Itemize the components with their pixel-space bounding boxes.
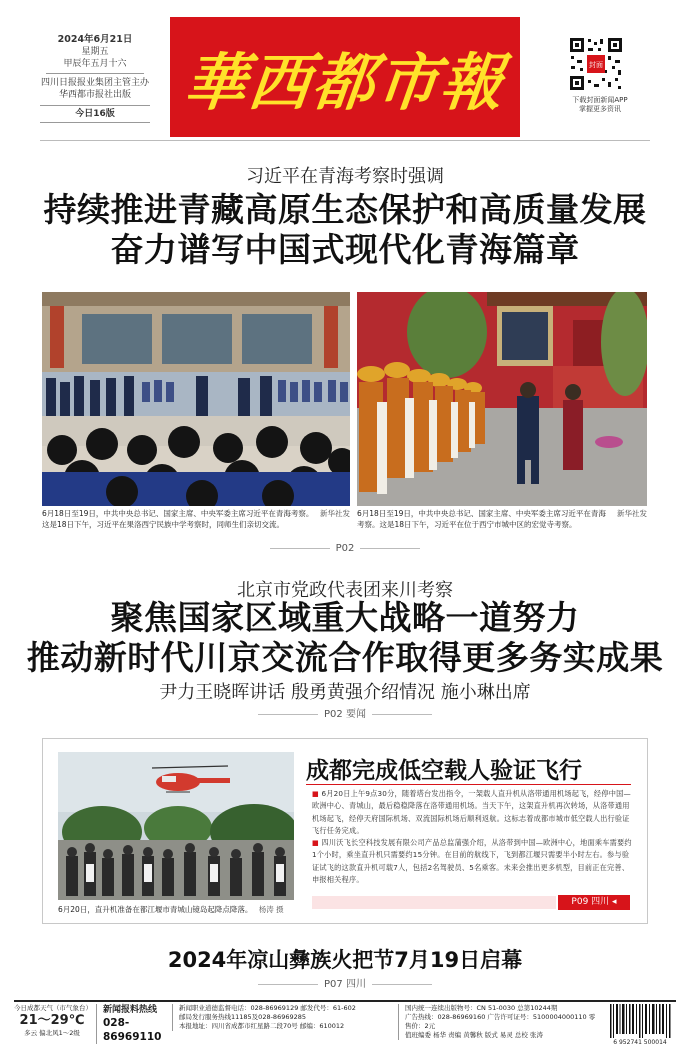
- edition-count: 今日16版: [40, 105, 150, 123]
- masthead-divider: [40, 140, 650, 141]
- story2-kicker: 北京市党政代表团来川考察: [237, 580, 453, 601]
- headline-underline: [306, 784, 631, 785]
- page-tag-text: P09 四川: [571, 897, 610, 907]
- weather-box: [14, 1004, 90, 1038]
- photo-caption: [42, 508, 350, 530]
- page-reference[interactable]: [0, 975, 690, 990]
- qr-code-icon[interactable]: [568, 36, 624, 92]
- issue-lunar-date: 甲辰年五月十六: [63, 59, 127, 69]
- headline-line: 推动新时代川京交流合作取得更多务实成果: [26, 638, 664, 677]
- issue-date: 2024年6月21日: [57, 34, 133, 45]
- newspaper-logo[interactable]: [170, 17, 520, 137]
- story3-body: [312, 788, 632, 886]
- photo-caption: [357, 508, 647, 530]
- weather-description: 多云 偏北风1～2级: [24, 1029, 80, 1037]
- story4-headline[interactable]: 2024年凉山彝族火把节7月19日启幕: [167, 948, 523, 972]
- publisher-line: 华西都市报社出版: [58, 90, 131, 100]
- bullet-icon: ■: [312, 838, 319, 848]
- story3-headline[interactable]: 成都完成低空载人验证飞行: [306, 758, 582, 784]
- hotline-number[interactable]: 028-86969110: [103, 1017, 162, 1043]
- story3-page-tag[interactable]: [558, 895, 630, 910]
- caption-text: 6月18日至19日，中共中央总书记、国家主席、中央军委主席习近平在青海考察。这是18日下午，习近平在果洛西宁民族中学考察时，同师生们亲切交流。: [42, 509, 314, 529]
- bullet-icon: ■: [312, 789, 319, 798]
- qr-caption-line: 下载封面新闻APP: [572, 96, 628, 104]
- hotline-label: 新闻报料热线: [103, 1005, 158, 1015]
- qr-caption: [555, 96, 645, 114]
- qr-badge-text: 封面: [589, 61, 603, 69]
- divider: [46, 73, 144, 74]
- weather-temperature: 21～29℃: [19, 1013, 85, 1028]
- temple-visit-photo[interactable]: [357, 292, 647, 506]
- logo-text: 華西都市報: [180, 45, 509, 119]
- publisher-line: 四川日报报业集团主管主办: [40, 78, 149, 88]
- news-hotline: [96, 1004, 162, 1044]
- photo-credit: 杨涛 摄: [258, 905, 284, 914]
- publication-info: [172, 1004, 392, 1031]
- publication-info: [398, 1004, 598, 1040]
- info-line: 广告热线：028-86969160 广告许可证号：5100004000110 零售价：2元: [405, 1013, 596, 1030]
- issue-info: [40, 34, 150, 123]
- page-reference-text: P02: [335, 543, 355, 554]
- body-paragraph: [312, 788, 632, 837]
- barcode-number: 6 952741 500014: [613, 1039, 667, 1046]
- page-reference-text: P07 四川: [324, 979, 366, 990]
- helicopter-photo[interactable]: [58, 752, 294, 900]
- headline-line: 聚焦国家区域重大战略一道努力: [110, 598, 580, 637]
- info-line: 新闻职业道德监督电话：028-86969129 邮发代号：61-602: [179, 1004, 356, 1012]
- info-line: 本报地址：四川省成都市红星路二段70号 邮编：610012: [179, 1022, 345, 1030]
- page-reference[interactable]: [0, 705, 690, 720]
- headline-line: 持续推进青藏高原生态保护和高质量发展: [43, 190, 647, 229]
- caption-text: 6月20日，直升机准备在都江堰市青城山镜岛起降点降落。: [58, 905, 253, 914]
- body-paragraph: [312, 837, 632, 886]
- footer: [14, 1000, 676, 1046]
- photo-credit: 新华社发: [617, 509, 647, 518]
- paragraph-text: 6月20日上午9点30分，随着塔台发出指令，一架载人直升机从洛带通用机场起飞，经停中国—欧洲中心、青城山，最后稳稳降落在洛带通用机场。当天下午，这架直升机再次转场，从洛带通用机场起飞，经停天府国际机场、双流国际机场后顺利返航。这标志着成都市城市低空载人出行验证飞行任务完成。: [312, 789, 631, 835]
- masthead: [0, 0, 690, 142]
- info-line: 邮局发行服务热线11185及028-86969285: [179, 1013, 307, 1021]
- story1-kicker: 习近平在青海考察时强调: [246, 166, 444, 187]
- info-line: 值班编委 杨华 责编 黄馨秋 版式 易灵 总校 张涛: [405, 1031, 543, 1039]
- arrow-left-icon: ◂: [612, 897, 617, 907]
- photo-caption: [58, 904, 298, 915]
- story2-headline[interactable]: [0, 598, 690, 678]
- page-reference-text: P02 要闻: [324, 709, 366, 720]
- page-reference[interactable]: [0, 543, 690, 554]
- story2-attendees: 尹力王晓晖讲话 殷勇黄强介绍情况 施小琳出席: [159, 682, 531, 703]
- info-line: 国内统一连续出版物号：CN 51-0030 总第10244期: [405, 1004, 558, 1012]
- decorative-strip: [312, 896, 556, 909]
- qr-caption-line: 掌握更多资讯: [579, 105, 621, 113]
- issue-weekday: 星期五: [81, 47, 109, 57]
- photo-credit: 新华社发: [320, 509, 350, 518]
- barcode-icon: [608, 1004, 674, 1038]
- caption-text: 6月18日至19日，中共中央总书记、国家主席、中央军委主席习近平在青海考察。这是18日下午，习近平在位于西宁市城中区的宏觉寺考察。: [357, 509, 606, 529]
- story1-headline[interactable]: [0, 190, 690, 270]
- headline-line: 奋力谱写中国式现代化青海篇章: [110, 230, 580, 269]
- paragraph-text: 四川沃飞长空科技发展有限公司产品总监蒲强介绍，从洛带到中国—欧洲中心，地面乘车需要约1个小时，乘坐直升机只需要约15分钟。在目前的航线下，飞到都江堰只需要半小时左右。参与验证试飞的这款直升机可载7人，包括2名驾驶员、5名乘客。未来会推出更多机型，目前正在完善、申报相关程序。: [312, 838, 632, 885]
- school-visit-photo[interactable]: [42, 292, 350, 506]
- weather-label: 今日成都天气（市气象台）: [14, 1004, 92, 1012]
